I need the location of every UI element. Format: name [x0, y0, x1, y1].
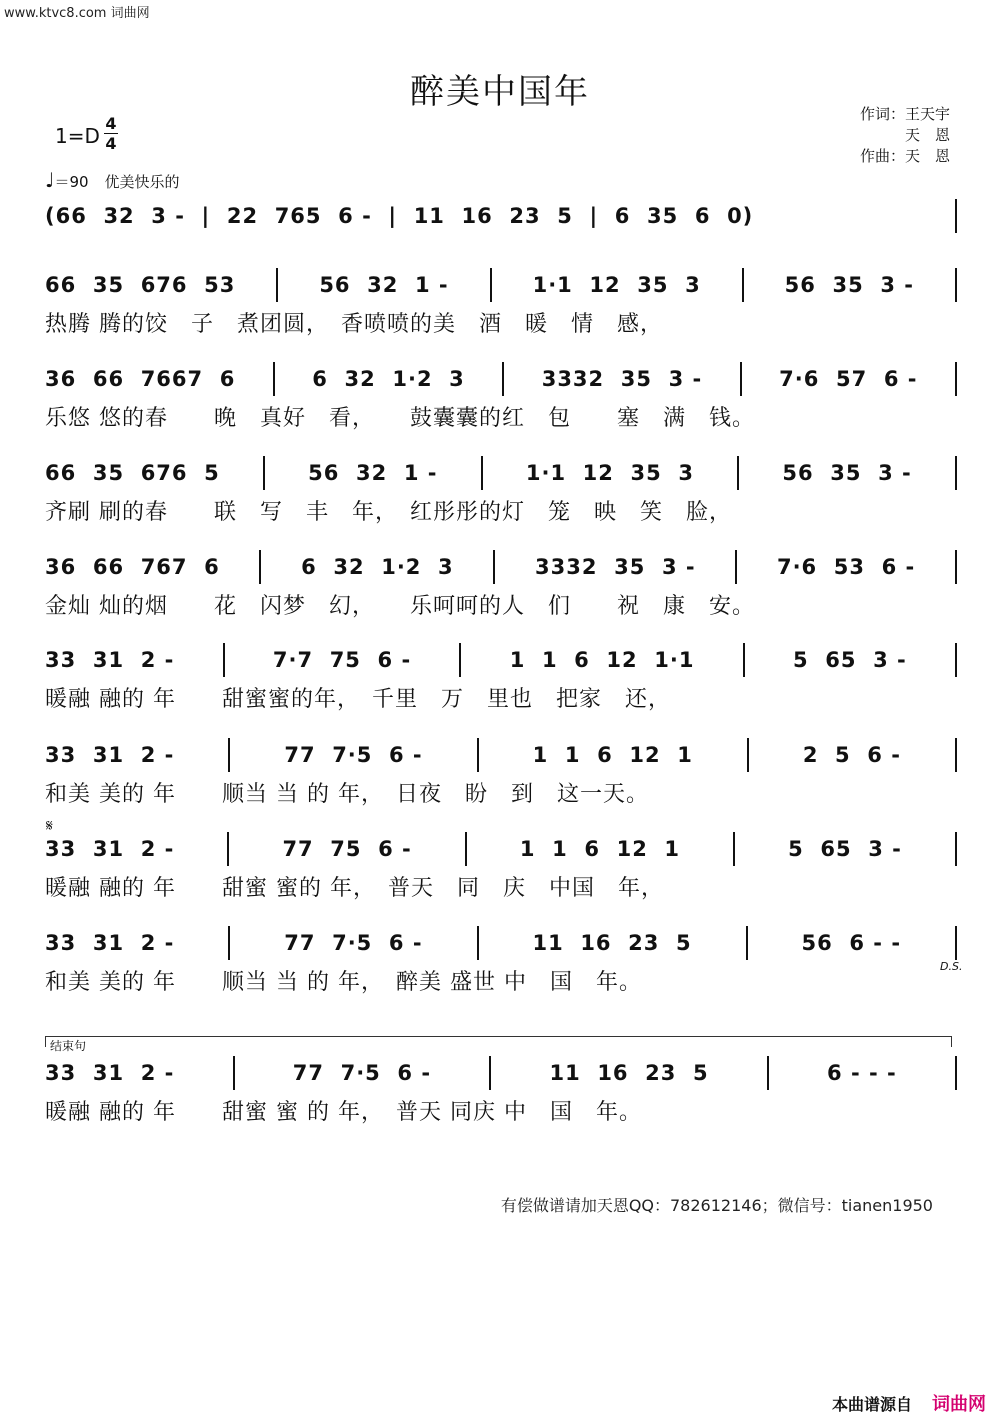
lyrics-text: 和美 美的 年 顺当 当 的 年， 醉美 盛世 中 国 年。 [45, 969, 642, 995]
measure: 36 66 7667 6 [45, 367, 236, 391]
lyrics-row [45, 680, 957, 714]
segno-icon: 𝄋 [46, 816, 53, 835]
barline [955, 643, 957, 677]
barline [276, 268, 278, 302]
measure: 33 31 2 - [45, 1061, 175, 1085]
barline [955, 268, 957, 302]
barline [228, 738, 230, 772]
measure: 1 1 6 12 1 [532, 743, 693, 767]
dal-segno: D.S. [940, 960, 963, 973]
barline [489, 1056, 491, 1090]
notes-row [45, 921, 957, 965]
notes-row [45, 827, 957, 871]
lyrics-row [45, 587, 957, 621]
lyrics-text: 热腾 腾的饺 子 煮团圆， 香喷喷的美 酒 暖 情 感， [45, 311, 663, 337]
measure: 2 5 6 - [802, 743, 901, 767]
site-url: www.ktvc8.com 词曲网 [4, 6, 150, 21]
barline [735, 550, 737, 584]
measure: 33 31 2 - [45, 743, 175, 767]
lyrics-row [45, 305, 957, 339]
lyrics-text: 和美 美的 年 顺当 当 的 年， 日夜 盼 到 这一天。 [45, 781, 649, 807]
barline [273, 362, 275, 396]
measure: 1 1 6 12 1·1 [509, 648, 695, 672]
lyrics-text: 暖融 融的 年 甜蜜 蜜 的 年， 普天 同庆 中 国 年。 [45, 1099, 642, 1125]
notes-row [45, 638, 957, 682]
barline [481, 456, 483, 490]
measure: 11 16 23 5 [549, 1061, 709, 1085]
measure: 3332 35 3 - [535, 555, 696, 579]
key-signature: 1=D [55, 124, 100, 148]
barline [223, 643, 225, 677]
barline [955, 1056, 957, 1090]
measure: 56 35 3 - [782, 461, 912, 485]
credits [860, 104, 950, 167]
barline [477, 738, 479, 772]
source-text: 本曲谱源自 [831, 1395, 912, 1414]
barline [742, 268, 744, 302]
time-sig-top: 4 [105, 114, 117, 133]
score-line [45, 1051, 957, 1127]
score-line [45, 357, 957, 433]
barline [733, 832, 735, 866]
barline [502, 362, 504, 396]
measure: 33 31 2 - [45, 837, 175, 861]
time-sig-bottom: 4 [105, 134, 117, 153]
measure: 7·6 57 6 - [779, 367, 918, 391]
measure: 6 32 1·2 3 [312, 367, 465, 391]
measure: 66 35 676 5 [45, 461, 220, 485]
measure: 1·1 12 35 3 [532, 273, 701, 297]
measure: 7·6 53 6 - [776, 555, 916, 579]
barline [465, 832, 467, 866]
lyrics-row [45, 399, 957, 433]
measure: 56 32 1 - [308, 461, 438, 485]
measure: 6 32 1·2 3 [301, 555, 454, 579]
measure: 6 - - - [827, 1061, 897, 1085]
measure: 1·1 12 35 3 [525, 461, 694, 485]
score-line [45, 827, 957, 903]
measure: 11 16 23 5 [532, 931, 692, 955]
barline [955, 738, 957, 772]
score-line [45, 545, 957, 621]
barline [767, 1056, 769, 1090]
lyrics-row [45, 775, 957, 809]
measure: 5 65 3 - [788, 837, 902, 861]
barline [263, 456, 265, 490]
barline [740, 362, 742, 396]
intro-notes [45, 194, 957, 238]
measure: 7·7 75 6 - [272, 648, 412, 672]
barline [459, 643, 461, 677]
site-logo: 词曲网 [932, 1394, 986, 1415]
measure: 77 7·5 6 - [284, 743, 423, 767]
lyrics-row [45, 869, 957, 903]
ending-label: 结束句 [50, 1039, 87, 1053]
measure: 66 35 676 53 [45, 273, 236, 297]
lyrics-row [45, 963, 957, 997]
barline [227, 832, 229, 866]
tempo-value: ＝90 [54, 173, 89, 191]
barline [955, 362, 957, 396]
lyrics-text: 乐悠 悠的春 晚 真好 看， 鼓囊囊的红 包 塞 满 钱。 [45, 405, 755, 431]
measure: 56 35 3 - [784, 273, 915, 297]
barline [955, 456, 957, 490]
measure: 77 7·5 6 - [292, 1061, 432, 1085]
barline [746, 926, 748, 960]
lyrics-text: 暖融 融的 年 甜蜜蜜的年， 千里 万 里也 把家 还， [45, 686, 671, 712]
score-line [45, 451, 957, 527]
measure: 77 7·5 6 - [284, 931, 423, 955]
barline [259, 550, 261, 584]
barline [955, 550, 957, 584]
ending-bracket [45, 1036, 952, 1047]
lyrics-text: 齐刷 刷的春 联 写 丰 年， 红彤彤的灯 笼 映 笑 脸， [45, 499, 732, 525]
barline [477, 926, 479, 960]
lyricist: 作词：王天宇 [859, 105, 950, 123]
time-signature [104, 115, 118, 152]
quarter-note-icon: ♩ [45, 168, 55, 192]
tempo-marking [45, 168, 180, 192]
lyrics-text: 暖融 融的 年 甜蜜 蜜的 年， 普天 同 庆 中国 年， [45, 875, 664, 901]
lyricist-2: 天 恩 [904, 126, 950, 144]
barline [955, 832, 957, 866]
score-line [45, 733, 957, 809]
intro-text: (66 32 3 - | 22 765 6 - | 11 16 23 5 | 6 35 6 0) [45, 204, 754, 228]
lyrics-row [45, 1093, 957, 1127]
barline [737, 456, 739, 490]
barline [490, 268, 492, 302]
notes-row [45, 1051, 957, 1095]
composer: 作曲：天 恩 [859, 147, 950, 165]
measure: 56 32 1 - [319, 273, 449, 297]
expression: 优美快乐的 [104, 173, 180, 191]
barline [955, 199, 957, 233]
lyrics-row [45, 493, 957, 527]
measure: 56 6 - - [801, 931, 902, 955]
barline [743, 643, 745, 677]
barline [747, 738, 749, 772]
song-title: 醉美中国年 [410, 72, 590, 112]
measure: 3332 35 3 - [541, 367, 703, 391]
measure: 36 66 767 6 [45, 555, 220, 579]
intro-staff [45, 194, 957, 238]
lyrics-text: 金灿 灿的烟 花 闪梦 幻， 乐呵呵的人 们 祝 康 安。 [45, 593, 755, 619]
barline [955, 926, 957, 960]
barline [228, 926, 230, 960]
notes-row [45, 545, 957, 589]
footer-contact: 有偿做谱请加天恩QQ：782612146；微信号：tianen1950 [500, 1196, 933, 1215]
barline [493, 550, 495, 584]
measure: 1 1 6 12 1 [519, 837, 681, 861]
notes-row [45, 733, 957, 777]
notes-row [45, 357, 957, 401]
score-line [45, 263, 957, 339]
score-line [45, 921, 957, 997]
score-line [45, 638, 957, 714]
notes-row [45, 263, 957, 307]
measure: 33 31 2 - [45, 648, 175, 672]
notes-row [45, 451, 957, 495]
measure: 33 31 2 - [45, 931, 175, 955]
barline [233, 1056, 235, 1090]
measure: 5 65 3 - [793, 648, 907, 672]
measure: 77 75 6 - [282, 837, 412, 861]
